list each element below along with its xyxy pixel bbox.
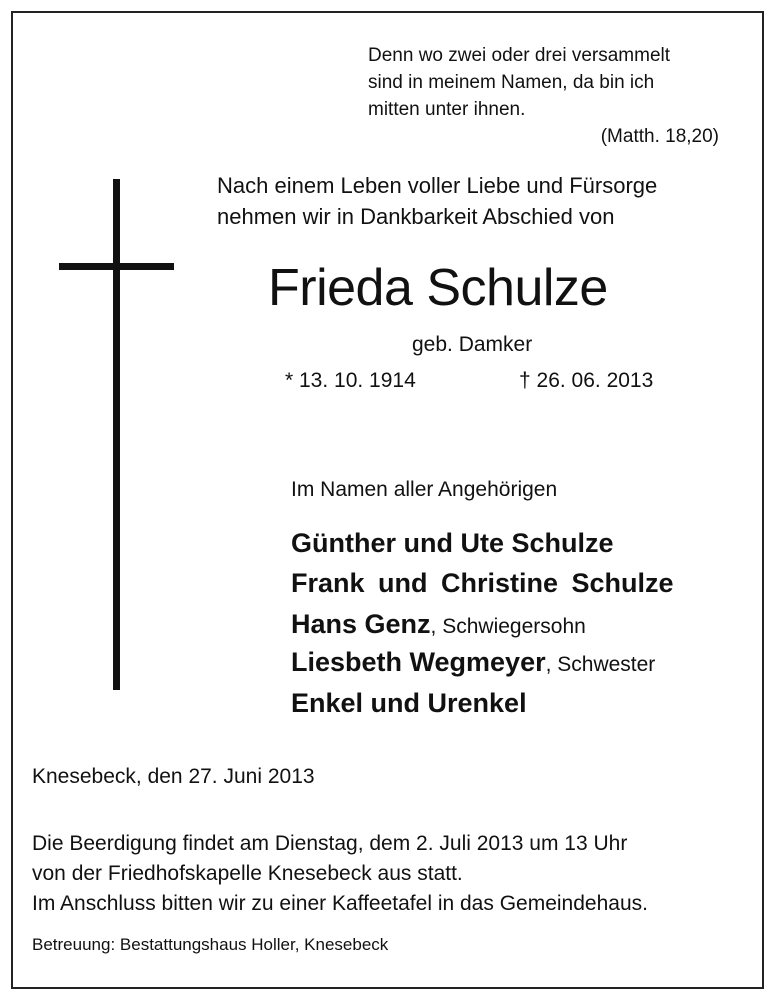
- mourner-entry: [291, 647, 655, 678]
- mourner-name: Günther und Ute Schulze: [291, 528, 614, 558]
- bible-verse: [368, 42, 728, 123]
- birth-date: * 13. 10. 1914: [285, 369, 416, 392]
- mourner-name: Hans Genz: [291, 609, 431, 639]
- verse-line: Denn wo zwei oder drei versammelt: [368, 45, 671, 66]
- intro-line: nehmen wir in Dankbarkeit Abschied von: [217, 204, 615, 229]
- mourner-name: Liesbeth Wegmeyer: [291, 647, 546, 677]
- mourner-entry: [291, 609, 586, 640]
- death-date: † 26. 06. 2013: [519, 369, 654, 392]
- cross-vertical-bar: [113, 179, 120, 690]
- mourners-heading: Im Namen aller Angehörigen: [291, 478, 558, 501]
- verse-line: mitten unter ihnen.: [368, 99, 526, 120]
- mourner-name: Enkel und Urenkel: [291, 688, 527, 718]
- funeral-line: von der Friedhofskapelle Knesebeck aus statt.: [32, 862, 463, 885]
- maiden-name: geb. Damker: [412, 333, 533, 356]
- place-and-date: Knesebeck, den 27. Juni 2013: [32, 765, 315, 788]
- funeral-home-credit: Betreuung: Bestattungshaus Holler, Knesebeck: [32, 935, 389, 954]
- mourner-relation: , Schwester: [545, 653, 656, 676]
- verse-line: sind in meinem Namen, da bin ich: [368, 72, 655, 93]
- funeral-details: [32, 829, 648, 919]
- mourner-name: Frank und Christine Schulze: [291, 568, 674, 598]
- mourner-entry: [291, 568, 674, 599]
- intro-line: Nach einem Leben voller Liebe und Fürsorge: [217, 173, 658, 198]
- deceased-name: Frieda Schulze: [268, 259, 608, 317]
- funeral-line: Im Anschluss bitten wir zu einer Kaffeetafel in das Gemeindehaus.: [32, 892, 648, 915]
- mourner-entry: [291, 528, 614, 559]
- funeral-line: Die Beerdigung findet am Dienstag, dem 2. Juli 2013 um 13 Uhr: [32, 832, 628, 855]
- cross-horizontal-bar: [59, 263, 174, 270]
- verse-reference: (Matth. 18,20): [600, 126, 719, 147]
- mourner-entry: [291, 688, 527, 719]
- mourner-relation: , Schwiegersohn: [430, 615, 586, 638]
- intro-text: [217, 170, 657, 232]
